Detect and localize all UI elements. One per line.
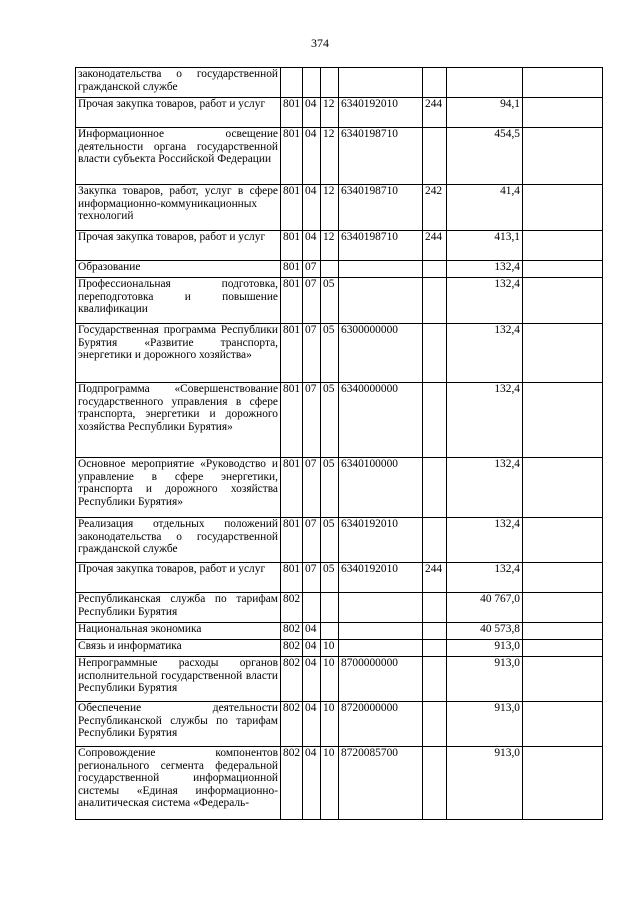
target-article-cell: 6340000000 [339, 383, 423, 458]
table-row [76, 98, 603, 128]
gr-code-cell: 801 [281, 458, 303, 518]
amount-cell: 913,0 [447, 657, 523, 702]
amount-cell: 132,4 [447, 458, 523, 518]
empty-cell [523, 640, 603, 657]
section-code-cell: 04 [303, 702, 321, 747]
table-row [76, 185, 603, 231]
item-name-cell: Республиканская служба по тарифам Республики Бурятия [76, 593, 281, 623]
gr-code-cell: 801 [281, 563, 303, 593]
table-row [76, 657, 603, 702]
expense-type-cell [423, 383, 447, 458]
expense-type-cell [423, 640, 447, 657]
target-article-cell: 8720000000 [339, 702, 423, 747]
amount-cell [447, 68, 523, 98]
section-code-cell: 04 [303, 747, 321, 820]
expense-type-cell [423, 278, 447, 324]
section-code-cell: 04 [303, 657, 321, 702]
table-row [76, 563, 603, 593]
amount-cell: 913,0 [447, 747, 523, 820]
item-name-cell: Профессиональная подготовка, переподготовка и повышение квалификации [76, 278, 281, 324]
expense-type-cell [423, 458, 447, 518]
amount-cell: 413,1 [447, 231, 523, 261]
table-row [76, 261, 603, 278]
expense-type-cell [423, 623, 447, 640]
table-row [76, 383, 603, 458]
empty-cell [523, 518, 603, 563]
item-name-cell: Непрограммные расходы органов исполнительной государственной власти Республики Бурятия [76, 657, 281, 702]
section-code-cell: 04 [303, 128, 321, 185]
empty-cell [523, 702, 603, 747]
subsection-code-cell: 05 [321, 458, 339, 518]
target-article-cell: 6340192010 [339, 518, 423, 563]
gr-code-cell [281, 68, 303, 98]
section-code-cell: 07 [303, 518, 321, 563]
subsection-code-cell: 05 [321, 563, 339, 593]
table-row [76, 518, 603, 563]
subsection-code-cell [321, 623, 339, 640]
table-row [76, 458, 603, 518]
gr-code-cell: 801 [281, 278, 303, 324]
gr-code-cell: 801 [281, 185, 303, 231]
section-code-cell: 07 [303, 278, 321, 324]
gr-code-cell: 801 [281, 261, 303, 278]
item-name-cell: Основное мероприятие «Руководство и управление в сфере энергетики, транспорта и дорожного хозяйства Республики Бурятия» [76, 458, 281, 518]
item-name-cell: Прочая закупка товаров, работ и услуг [76, 563, 281, 593]
gr-code-cell: 802 [281, 623, 303, 640]
empty-cell [523, 231, 603, 261]
target-article-cell [339, 278, 423, 324]
subsection-code-cell: 10 [321, 657, 339, 702]
expense-type-cell [423, 261, 447, 278]
target-article-cell: 6340198710 [339, 185, 423, 231]
empty-cell [523, 98, 603, 128]
subsection-code-cell: 05 [321, 278, 339, 324]
target-article-cell: 6340198710 [339, 231, 423, 261]
expense-type-cell: 244 [423, 231, 447, 261]
amount-cell: 454,5 [447, 128, 523, 185]
table-row [76, 702, 603, 747]
subsection-code-cell: 10 [321, 747, 339, 820]
item-name-cell: Образование [76, 261, 281, 278]
empty-cell [523, 623, 603, 640]
expense-type-cell [423, 702, 447, 747]
empty-cell [523, 593, 603, 623]
target-article-cell [339, 68, 423, 98]
expense-type-cell [423, 128, 447, 185]
target-article-cell: 6300000000 [339, 324, 423, 383]
amount-cell: 94,1 [447, 98, 523, 128]
item-name-cell: законодательства о государственной гражданской службе [76, 68, 281, 98]
subsection-code-cell: 10 [321, 640, 339, 657]
section-code-cell [303, 593, 321, 623]
item-name-cell: Прочая закупка товаров, работ и услуг [76, 98, 281, 128]
gr-code-cell: 802 [281, 593, 303, 623]
section-code-cell: 07 [303, 261, 321, 278]
amount-cell: 40 767,0 [447, 593, 523, 623]
section-code-cell: 07 [303, 383, 321, 458]
target-article-cell: 6340192010 [339, 563, 423, 593]
expense-type-cell [423, 518, 447, 563]
section-code-cell: 04 [303, 623, 321, 640]
subsection-code-cell: 12 [321, 185, 339, 231]
item-name-cell: Прочая закупка товаров, работ и услуг [76, 231, 281, 261]
table-body [76, 68, 603, 820]
target-article-cell [339, 593, 423, 623]
subsection-code-cell: 10 [321, 702, 339, 747]
empty-cell [523, 261, 603, 278]
section-code-cell: 07 [303, 458, 321, 518]
expense-type-cell: 242 [423, 185, 447, 231]
gr-code-cell: 801 [281, 98, 303, 128]
table-row [76, 747, 603, 820]
gr-code-cell: 801 [281, 383, 303, 458]
amount-cell: 132,4 [447, 563, 523, 593]
section-code-cell: 04 [303, 185, 321, 231]
subsection-code-cell [321, 261, 339, 278]
item-name-cell: Обеспечение деятельности Республиканской службы по тарифам Республики Бурятия [76, 702, 281, 747]
gr-code-cell: 802 [281, 640, 303, 657]
target-article-cell: 6340100000 [339, 458, 423, 518]
gr-code-cell: 802 [281, 702, 303, 747]
expense-type-cell [423, 68, 447, 98]
amount-cell: 132,4 [447, 383, 523, 458]
amount-cell: 132,4 [447, 324, 523, 383]
subsection-code-cell [321, 68, 339, 98]
table-row [76, 128, 603, 185]
section-code-cell: 04 [303, 640, 321, 657]
empty-cell [523, 128, 603, 185]
item-name-cell: Информационное освещение деятельности органа государственной власти субъекта Российской Федерации [76, 128, 281, 185]
amount-cell: 913,0 [447, 640, 523, 657]
expense-type-cell: 244 [423, 98, 447, 128]
amount-cell: 913,0 [447, 702, 523, 747]
empty-cell [523, 185, 603, 231]
subsection-code-cell [321, 593, 339, 623]
expense-type-cell [423, 324, 447, 383]
item-name-cell: Подпрограмма «Совершенствование государственного управления в сфере транспорта, энергетики и дорожного хозяйства Республики Бурятия» [76, 383, 281, 458]
empty-cell [523, 747, 603, 820]
amount-cell: 40 573,8 [447, 623, 523, 640]
table-row [76, 593, 603, 623]
amount-cell: 132,4 [447, 518, 523, 563]
subsection-code-cell: 12 [321, 231, 339, 261]
subsection-code-cell: 05 [321, 383, 339, 458]
empty-cell [523, 383, 603, 458]
section-code-cell: 04 [303, 98, 321, 128]
gr-code-cell: 801 [281, 128, 303, 185]
item-name-cell: Сопровождение компонентов регионального сегмента федеральной государственной информационной системы «Единая информационно-аналитическая система «Федераль- [76, 747, 281, 820]
subsection-code-cell: 05 [321, 518, 339, 563]
empty-cell [523, 68, 603, 98]
gr-code-cell: 802 [281, 657, 303, 702]
gr-code-cell: 801 [281, 324, 303, 383]
section-code-cell: 07 [303, 563, 321, 593]
amount-cell: 41,4 [447, 185, 523, 231]
table-row [76, 231, 603, 261]
subsection-code-cell: 05 [321, 324, 339, 383]
table-row [76, 623, 603, 640]
empty-cell [523, 458, 603, 518]
target-article-cell: 8720085700 [339, 747, 423, 820]
section-code-cell: 04 [303, 231, 321, 261]
table-row [76, 68, 603, 98]
item-name-cell: Закупка товаров, работ, услуг в сфере информационно-коммуникационных технологий [76, 185, 281, 231]
expense-type-cell [423, 747, 447, 820]
target-article-cell: 6340192010 [339, 98, 423, 128]
target-article-cell [339, 261, 423, 278]
table-row [76, 324, 603, 383]
empty-cell [523, 657, 603, 702]
item-name-cell: Связь и информатика [76, 640, 281, 657]
target-article-cell: 8700000000 [339, 657, 423, 702]
amount-cell: 132,4 [447, 261, 523, 278]
gr-code-cell: 801 [281, 518, 303, 563]
section-code-cell: 07 [303, 324, 321, 383]
gr-code-cell: 802 [281, 747, 303, 820]
expense-type-cell [423, 593, 447, 623]
expense-type-cell [423, 657, 447, 702]
item-name-cell: Государственная программа Республики Бурятия «Развитие транспорта, энергетики и дорожного хозяйства» [76, 324, 281, 383]
gr-code-cell: 801 [281, 231, 303, 261]
subsection-code-cell: 12 [321, 98, 339, 128]
empty-cell [523, 278, 603, 324]
expense-type-cell: 244 [423, 563, 447, 593]
target-article-cell [339, 623, 423, 640]
page-number: 374 [311, 36, 329, 50]
target-article-cell [339, 640, 423, 657]
subsection-code-cell: 12 [321, 128, 339, 185]
section-code-cell [303, 68, 321, 98]
item-name-cell: Национальная экономика [76, 623, 281, 640]
item-name-cell: Реализация отдельных положений законодательства о государственной гражданской службе [76, 518, 281, 563]
empty-cell [523, 563, 603, 593]
target-article-cell: 6340198710 [339, 128, 423, 185]
table-row [76, 640, 603, 657]
amount-cell: 132,4 [447, 278, 523, 324]
budget-table [75, 67, 603, 820]
table-row [76, 278, 603, 324]
empty-cell [523, 324, 603, 383]
